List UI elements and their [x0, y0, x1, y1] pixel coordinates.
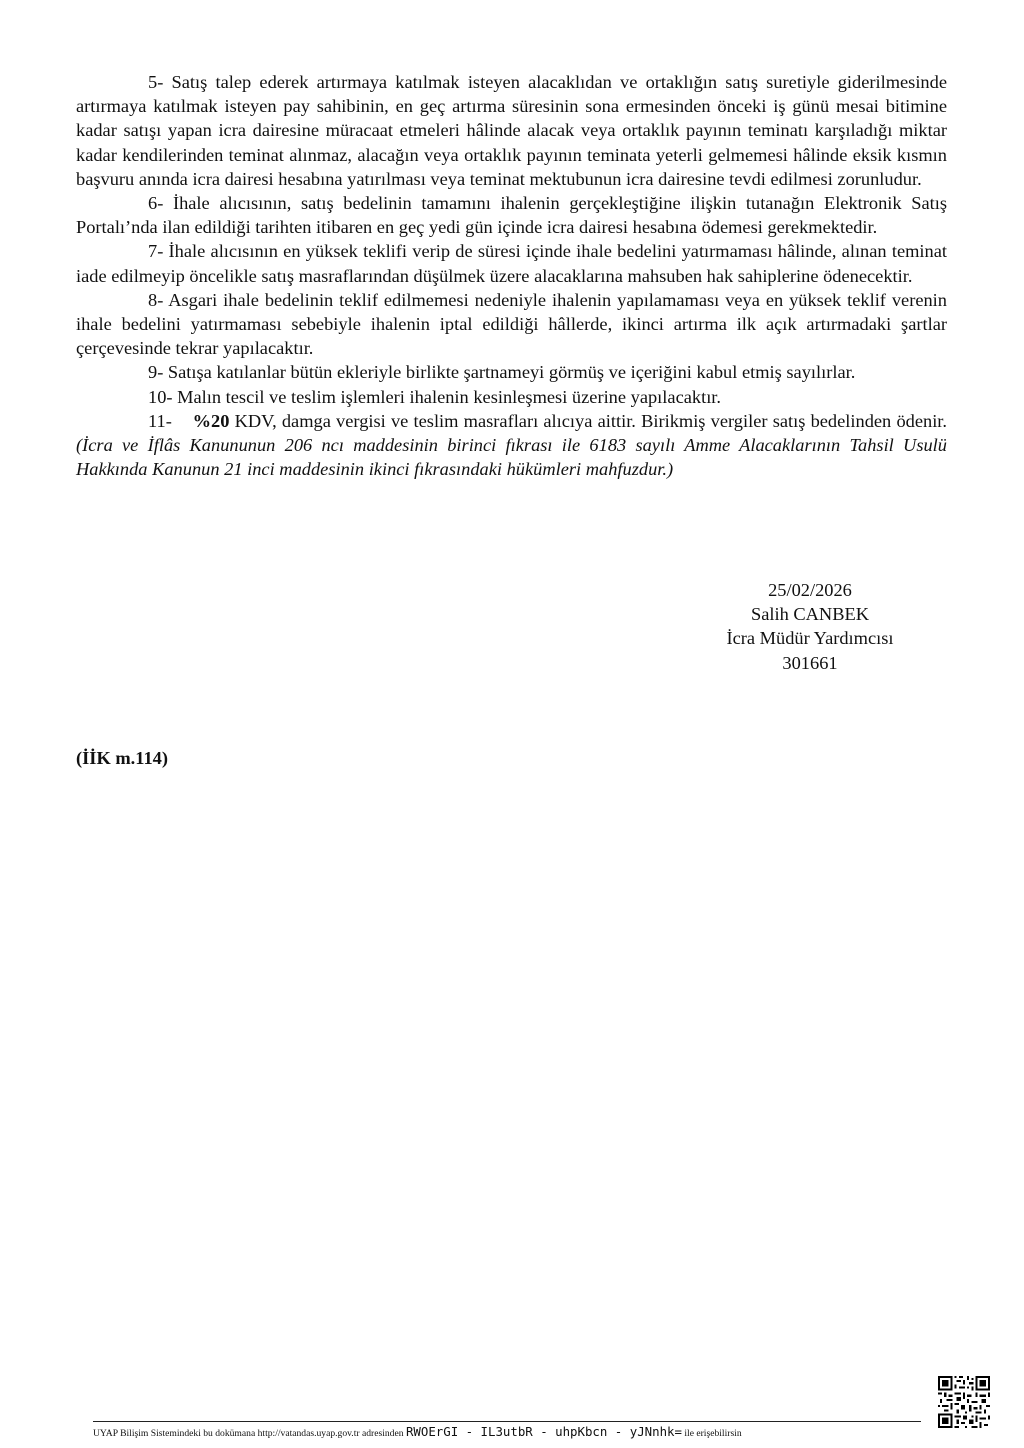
paragraph-item-10: 10- Malın tescil ve teslim işlemleri ihalenin kesinleşmesi üzerine yapılacaktır.: [148, 386, 722, 407]
paragraph-item-8: 8- Asgari ihale bedelinin teklif edilmemesi nedeniyle ihalenin yapılamaması veya en yüksek teklif verenin ihale bedelini yatırmaması sebebiyle ihalenin iptal edildiği hâllerde, ikinci artırma ilk açık artırmadaki şartlar çerçevesinde tekrar yapılacaktır.: [76, 289, 947, 359]
footer-verification-code: RWOErGI - IL3utbR - uhpKbcn - yJNnhk=: [405, 1424, 682, 1439]
paragraph-item-5: 5- Satış talep ederek artırmaya katılmak isteyen alacaklıdan ve ortaklığın satış suretiyle giderilmesinde artırmaya katılmak isteyen pay sahibinin, en geç artırma süresinin sona ermesinden önceki iş günü mesai bitimine kadar satışı yapan icra dairesine müracaat etmeleri hâlinde alacak veya ortaklık payının teminatı karşıladığı miktar kadar kendilerinden teminat alınmaz, alacağın veya ortaklık payının teminata yeterli gelmemesi hâlinde eksik kısmın başvuru anında icra dairesi hesabına yatırılması veya teminat mektubunun icra dairesine tevdi edilmesi zorunludur.: [76, 72, 947, 189]
footer-prefix: UYAP Bilişim Sistemindeki bu dokümana http://vatandas.uyap.gov.tr adresinden: [93, 1428, 404, 1439]
paragraph-item-7: 7- İhale alıcısının en yüksek teklifi verip de süresi içinde ihale bedelini yatırmaması hâlinde, alınan teminat iade edilmeyip öncelikle satış masraflarından düşülmek üzere alacaklarına mahsuben hak sahiplerine ödenecektir.: [76, 241, 947, 286]
document-body: [76, 70, 947, 481]
paragraph-item-6: 6- İhale alıcısının, satış bedelinin tamamını ihalenin gerçekleştiğine ilişkin tutanağın Elektronik Satış Portalı’nda ilan edildiği tarihten itibaren en geç yedi gün içinde icra dairesi hesabına ödemesi gerekmektedir.: [76, 193, 947, 238]
footer-divider: [93, 1421, 921, 1422]
item-11-text: KDV, damga vergisi ve teslim masrafları alıcıya aittir. Birikmiş vergiler satış bedelinden ödenir.: [234, 410, 948, 431]
paragraph-item-9: 9- Satışa katılanlar bütün ekleriyle birlikte şartnameyi görmüş ve içeriğini kabul etmiş sayılırlar.: [148, 362, 856, 383]
signature-title: İcra Müdür Yardımcısı: [726, 628, 894, 649]
footer-suffix: ile erişebilirsin: [684, 1428, 742, 1439]
item-11-rate: %20: [192, 410, 230, 431]
law-reference: (İİK m.114): [76, 748, 168, 768]
footer-verification: [93, 1424, 928, 1442]
signature-id: 301661: [782, 652, 838, 673]
signature-name: Salih CANBEK: [750, 604, 869, 625]
paragraph-item-11: [76, 409, 947, 482]
qr-code-icon: [938, 1376, 990, 1428]
item-11-number: 11-: [148, 410, 172, 431]
signature-block: [660, 578, 960, 675]
signature-date: 25/02/2026: [768, 580, 852, 600]
item-11-legal-note: (İcra ve İflâs Kanununun 206 ncı maddesinin birinci fıkrası ile 6183 sayılı Amme Alacaklarının Tahsil Usulü Hakkında Kanunun 21 inci maddesinin ikinci fıkrasındaki hükümleri mahfuzdur.): [76, 435, 947, 480]
